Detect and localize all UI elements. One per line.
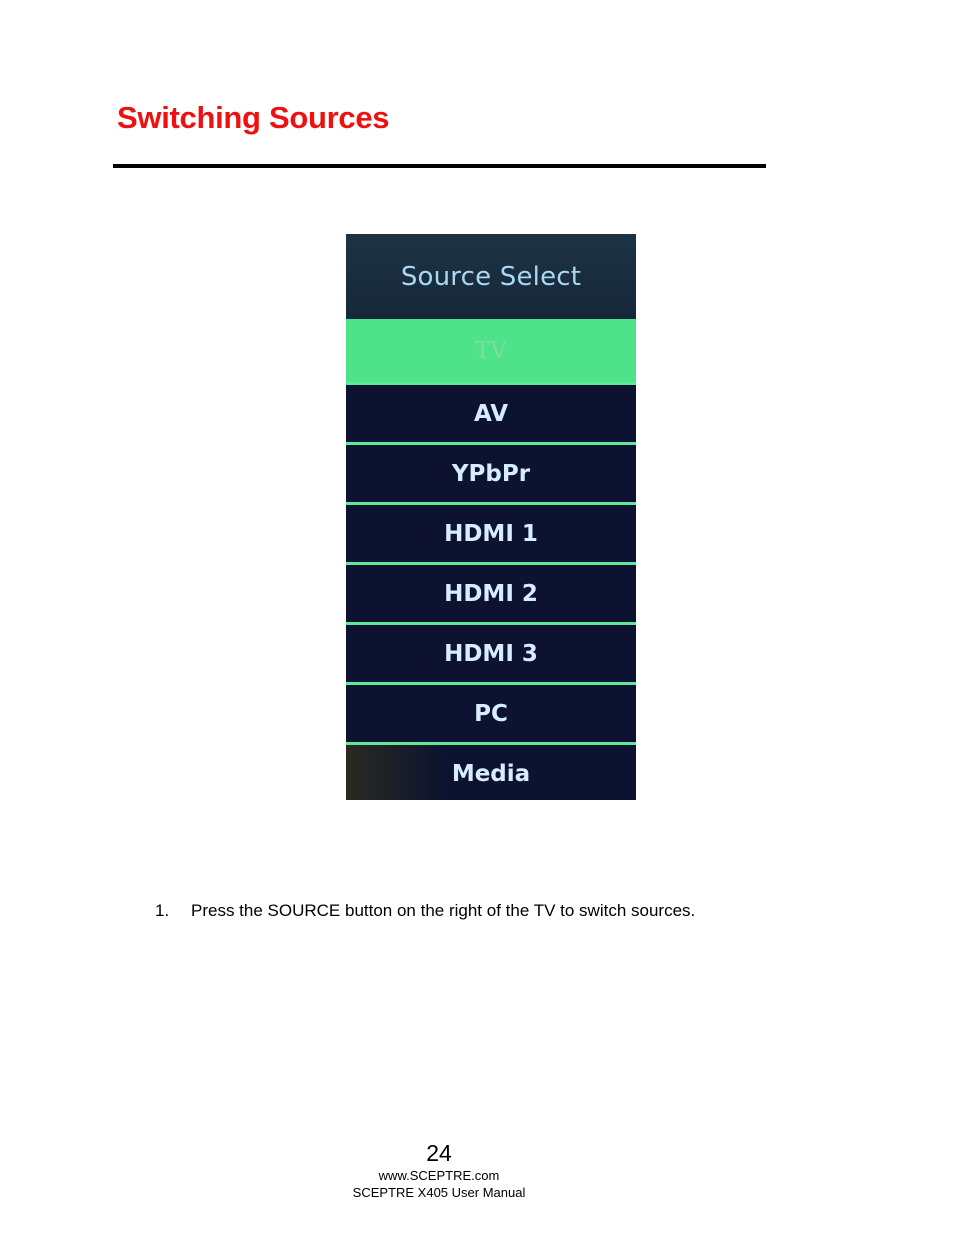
source-option-hdmi1[interactable] <box>346 502 636 562</box>
source-select-menu <box>346 234 636 800</box>
source-option-label: TV <box>475 337 507 364</box>
page-title: Switching Sources <box>117 100 390 135</box>
source-option-hdmi2[interactable] <box>346 562 636 622</box>
source-option-pc[interactable] <box>346 682 636 742</box>
step-text: Press the SOURCE button on the right of the TV to switch sources. <box>191 901 696 920</box>
source-option-label: HDMI 1 <box>444 520 538 547</box>
source-option-label: HDMI 3 <box>444 640 538 667</box>
page-number: 24 <box>426 1140 452 1166</box>
step-number: 1. <box>155 901 170 920</box>
source-option-label: PC <box>474 700 508 727</box>
source-option-ypbpr[interactable] <box>346 442 636 502</box>
source-option-label: YPbPr <box>451 460 531 487</box>
source-select-header <box>346 234 636 319</box>
source-option-media[interactable] <box>346 742 636 800</box>
source-option-av[interactable] <box>346 382 636 442</box>
source-option-hdmi3[interactable] <box>346 622 636 682</box>
source-option-label: Media <box>451 760 531 787</box>
source-option-tv[interactable] <box>346 319 636 382</box>
source-option-label: AV <box>473 400 509 427</box>
footer-website: www.SCEPTRE.com <box>378 1168 500 1183</box>
source-select-title: Source Select <box>400 261 582 292</box>
instruction-step <box>155 901 695 921</box>
footer-manual-title: SCEPTRE X405 User Manual <box>352 1185 526 1200</box>
title-divider <box>113 164 766 168</box>
source-option-label: HDMI 2 <box>444 580 538 607</box>
